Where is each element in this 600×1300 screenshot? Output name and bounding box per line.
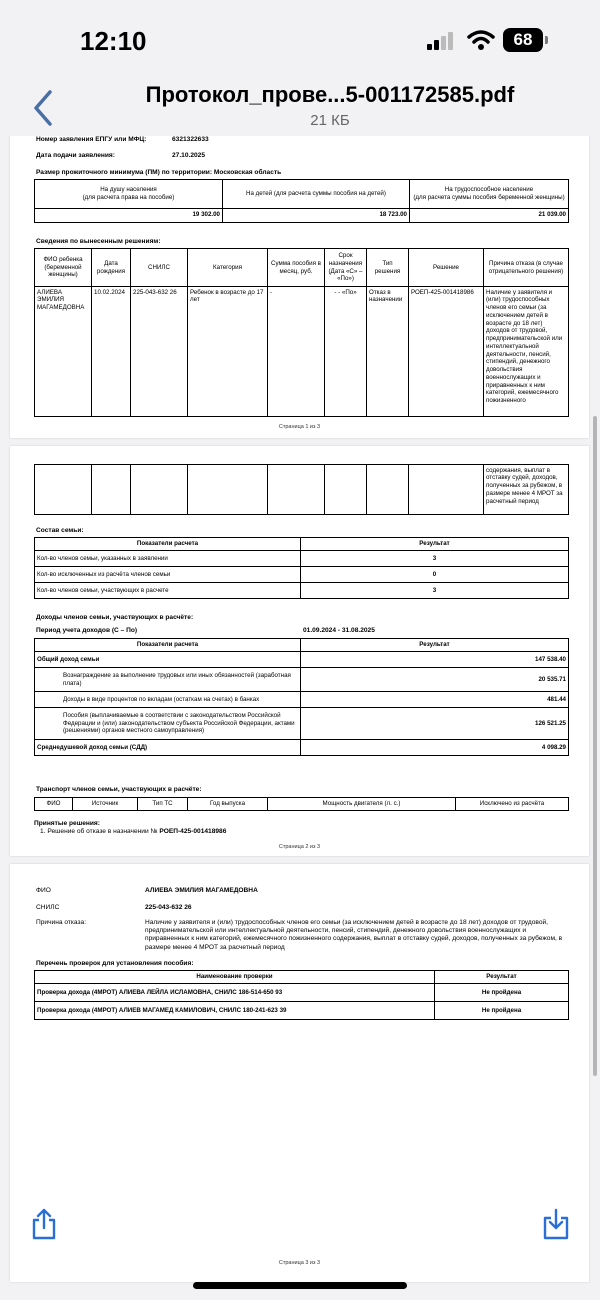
empty-cell — [35, 465, 92, 515]
application-date: 27.10.2025 — [172, 152, 206, 159]
family-row-value: 3 — [301, 551, 569, 567]
empty-cell — [268, 465, 325, 515]
transport-header: Год выпуска — [188, 798, 268, 811]
decisions-header: СНИЛС — [131, 249, 188, 287]
pdf-page-1 — [10, 136, 589, 438]
accepted-item-number: РОЕП-425-001418986 — [159, 828, 227, 835]
calc-header: Показатели расчета — [35, 639, 301, 652]
pm-title: Размер прожиточного минимума (ПМ) по территории: Московская область — [36, 169, 282, 176]
application-date-label: Дата подачи заявления: — [36, 152, 115, 159]
empty-cell — [92, 465, 131, 515]
income-row-value: 126 521.25 — [301, 708, 569, 740]
file-title: Протокол_прове...5-001172585.pdf — [145, 82, 515, 107]
decisions-header: Причина отказа (в случае отрицательного решения) — [484, 249, 569, 287]
empty-cell — [367, 465, 409, 515]
decisions-table-continued — [34, 464, 569, 515]
check-result: Не пройдена — [435, 984, 569, 1002]
navigation-bar — [0, 80, 600, 136]
snils-value: 225-043-632 26 — [145, 904, 192, 911]
reason-label: Причина отказа: — [36, 919, 87, 926]
checks-table — [34, 970, 569, 1020]
pm-table — [34, 179, 569, 223]
check-result: Не пройдена — [435, 1002, 569, 1020]
pdf-page-3 — [10, 864, 589, 1282]
pdf-page-2 — [10, 446, 589, 856]
decision-cell: - — [268, 287, 325, 417]
status-time: 12:10 — [80, 26, 147, 56]
decision-cell: АЛИЕВА ЭМИЛИЯ МАГАМЕДОВНА — [35, 287, 92, 417]
battery-level: 68 — [503, 28, 543, 52]
wifi-icon — [467, 29, 495, 51]
empty-cell — [188, 465, 268, 515]
family-row-label: Кол-во членов семьи, указанных в заявлении — [35, 551, 301, 567]
income-row-value: 481.44 — [301, 692, 569, 708]
battery-tip — [545, 36, 548, 44]
income-table — [34, 638, 569, 756]
family-title: Состав семьи: — [36, 527, 84, 534]
family-row-label: Кол-во членов семьи, участвующих в расчете — [35, 583, 301, 599]
calc-header: Показатели расчета — [35, 538, 301, 551]
empty-cell — [325, 465, 367, 515]
decision-cell: Наличие у заявителя и (или) трудоспособных членов его семьи (за исключением детей в возрасте до 18 лет) доходов от трудовой, предпринимательской или интеллектуальной деятельности, пенсий, стипендий, денежного довольствия военнослужащих и приравненных к ним категорий, ежемесячного пожизненного — [484, 287, 569, 417]
transport-table — [34, 797, 569, 811]
transport-header: Источник — [73, 798, 138, 811]
accepted-title: Принятые решения: — [34, 820, 100, 827]
reason-continuation: содержания, выплат в отставку судей, доходов, полученных за рубежом, в размере менее 4 МРОТ за расчетный период — [484, 465, 569, 515]
empty-cell — [409, 465, 484, 515]
download-icon[interactable] — [541, 1208, 571, 1240]
status-bar — [0, 0, 600, 80]
decisions-table — [34, 248, 569, 417]
application-number-label: Номер заявления ЕПГУ или МФЦ: — [36, 136, 147, 143]
accepted-item — [40, 828, 226, 836]
check-name: Проверка дохода (4МРОТ) АЛИЕВ МАГАМЕД КАМИЛОВИЧ, СНИЛС 180-241-623 39 — [35, 1002, 435, 1020]
check-name: Проверка дохода (4МРОТ) АЛИЕВА ЛЕЙЛА ИСЛАМОВНА, СНИЛС 186-514-650 93 — [35, 984, 435, 1002]
family-row-value: 3 — [301, 583, 569, 599]
decision-cell: 225-043-632 26 — [131, 287, 188, 417]
decisions-header: Решение — [409, 249, 484, 287]
income-row-value: 4 098.29 — [301, 740, 569, 756]
transport-title: Транспорт членов семьи, участвующих в расчёте: — [36, 786, 202, 793]
page-number: Страница 3 из 3 — [278, 1260, 321, 1266]
pm-value-1: 19 302.00 — [35, 209, 223, 223]
period-value: 01.09.2024 - 31.08.2025 — [303, 627, 375, 634]
home-indicator[interactable] — [193, 1282, 407, 1289]
decision-cell: Ребенок в возрасте до 17 лет — [188, 287, 268, 417]
pdf-viewer[interactable] — [0, 136, 600, 1300]
family-row-value: 0 — [301, 567, 569, 583]
fio-label: ФИО — [36, 887, 51, 894]
transport-header: Исключено из расчёта — [456, 798, 569, 811]
result-header: Результат — [301, 639, 569, 652]
decisions-header: Дата рождения — [92, 249, 131, 287]
decision-cell: - - «По» — [325, 287, 367, 417]
income-row-label: Среднедушевой доход семьи (СДД) — [35, 740, 301, 756]
decision-cell: РОЕП-425-001418986 — [409, 287, 484, 417]
checks-result-header: Результат — [435, 971, 569, 984]
checks-title: Перечень проверок для установления пособия: — [36, 960, 194, 967]
pm-header-1: На душу населения (для расчета права на пособие) — [35, 180, 223, 209]
transport-header: ФИО — [35, 798, 73, 811]
page-number: Страница 1 из 3 — [278, 424, 321, 430]
share-icon[interactable] — [30, 1208, 58, 1240]
period-label: Период учета доходов (С – По) — [36, 627, 138, 634]
income-row-label: Доходы в виде процентов по вкладам (остаткам на счетах) в банках — [35, 692, 301, 708]
chevron-left-icon[interactable] — [30, 88, 56, 128]
scrollbar[interactable] — [593, 416, 597, 1076]
result-header: Результат — [301, 538, 569, 551]
family-row-label: Кол-во исключенных из расчёта членов семьи — [35, 567, 301, 583]
income-row-value: 20 535.71 — [301, 668, 569, 692]
decision-cell: 10.02.2024 — [92, 287, 131, 417]
decisions-header: Срок назначения (Дата «С» – «По») — [325, 249, 367, 287]
page-number: Страница 2 из 3 — [278, 844, 321, 850]
decision-cell: Отказ в назначении — [367, 287, 409, 417]
signal-icon — [427, 32, 457, 50]
income-row-value: 147 538.40 — [301, 652, 569, 668]
empty-cell — [131, 465, 188, 515]
pm-header-2: На детей (для расчета суммы пособия на детей) — [223, 180, 410, 209]
decisions-header: Категория — [188, 249, 268, 287]
accepted-item-prefix: 1. Решение об отказе в назначении № — [40, 828, 158, 835]
decisions-header: ФИО ребенка (беременной женщины) — [35, 249, 92, 287]
income-row-label: Пособия (выплачиваемые в соответствии с законодательством Российской Федерации и (или) законодательством субъекта Российской Федерации, актами (решениями) органов местного самоуправления) — [35, 708, 301, 740]
decisions-title: Сведения по вынесенным решениям: — [36, 238, 161, 245]
family-table — [34, 537, 569, 599]
decisions-header: Сумма пособия в месяц, руб. — [268, 249, 325, 287]
transport-header: Тип ТС — [138, 798, 188, 811]
fio-value: АЛИЕВА ЭМИЛИЯ МАГАМЕДОВНА — [145, 887, 258, 894]
income-title: Доходы членов семьи, участвующих в расчёте: — [36, 614, 194, 621]
reason-value: Наличие у заявителя и (или) трудоспособных членов его семьи (за исключением детей в возрасте до 18 лет) доходов от трудовой, предпринимательской или интеллектуальной деятельности, пенсий, стипендий, денежного довольствия военнослужащих и приравненных к ним категорий, ежемесячного пожизненного содержания, выплат в отставку судей, доходов, полученных за рубежом, в размере менее 4 МРОТ за расчетный период — [145, 919, 563, 951]
application-number: 6321322633 — [172, 136, 209, 143]
checks-header: Наименование проверки — [35, 971, 435, 984]
transport-header: Мощность двигателя (л. с.) — [268, 798, 456, 811]
decisions-header: Тип решения — [367, 249, 409, 287]
pm-value-2: 18 723.00 — [223, 209, 410, 223]
file-size: 21 КБ — [310, 112, 350, 129]
pm-header-3: На трудоспособное население (для расчета суммы пособия беременной женщины) — [410, 180, 569, 209]
pm-value-3: 21 039.00 — [410, 209, 569, 223]
snils-label: СНИЛС — [36, 904, 60, 911]
income-row-label: Вознаграждение за выполнение трудовых или иных обязанностей (заработная плата) — [35, 668, 301, 692]
income-row-label: Общий доход семьи — [35, 652, 301, 668]
